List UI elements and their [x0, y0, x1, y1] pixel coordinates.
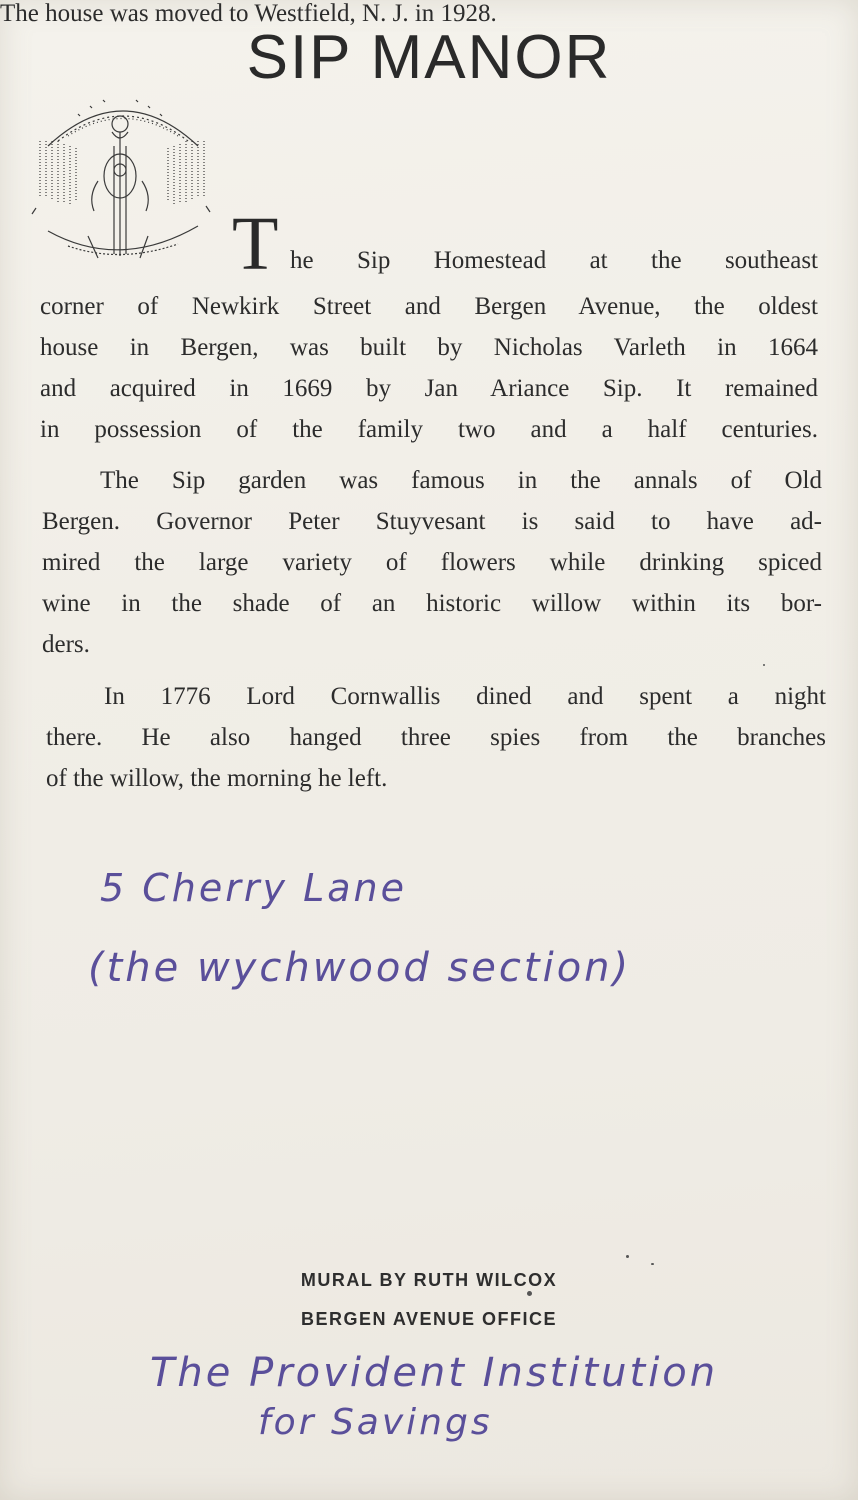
paragraph-1-first-line: he Sip Homestead at the southeast — [290, 247, 818, 274]
handwritten-section-note: (the wychwood section) — [88, 945, 632, 991]
mural-credit: MURAL BY RUTH WILCOX — [300, 1270, 558, 1290]
text-line: Bergen. Governor Peter Stuyvesant is said to have ad- — [42, 508, 822, 535]
handwritten-institution-name: The Provident Institution — [150, 1350, 719, 1396]
text-line: of the willow, the morning he left. — [46, 765, 388, 792]
handwritten-address: 5 Cherry Lane — [100, 866, 407, 910]
text-line: wine in the shade of an historic willow within its bor- — [42, 590, 822, 617]
ink-speck — [626, 1255, 629, 1258]
ink-speck — [763, 664, 765, 666]
office-credit: BERGEN AVENUE OFFICE — [300, 1309, 558, 1329]
paragraph-3 — [46, 676, 826, 799]
text-line: ders. — [42, 631, 90, 658]
paragraph-1 — [40, 286, 818, 450]
willow-tree-emblem — [28, 86, 218, 276]
handwritten-institution-suffix: for Savings — [258, 1402, 493, 1443]
text-line: The Sip garden was famous in the annals of Old — [100, 467, 822, 494]
text-line: there. He also hanged three spies from the branches — [46, 724, 826, 751]
text-line: in possession of the family two and a half centuries. — [40, 416, 818, 443]
drop-cap: T — [232, 202, 279, 286]
text-line: In 1776 Lord Cornwallis dined and spent a night — [104, 683, 826, 710]
ink-speck — [527, 1291, 532, 1296]
text-line: house in Bergen, was built by Nicholas Varleth in 1664 — [40, 334, 818, 361]
paragraph-2 — [42, 460, 822, 665]
page-title: SIP MANOR — [246, 23, 612, 92]
text-line: mired the large variety of flowers while drinking spiced — [42, 549, 822, 576]
ink-speck — [651, 1263, 654, 1265]
text-line: corner of Newkirk Street and Bergen Avenue, the oldest — [40, 293, 818, 320]
paragraph-4: The house was moved to Westfield, N. J. in 1928. — [0, 0, 497, 27]
text-line: and acquired in 1669 by Jan Ariance Sip. It remained — [40, 375, 818, 402]
